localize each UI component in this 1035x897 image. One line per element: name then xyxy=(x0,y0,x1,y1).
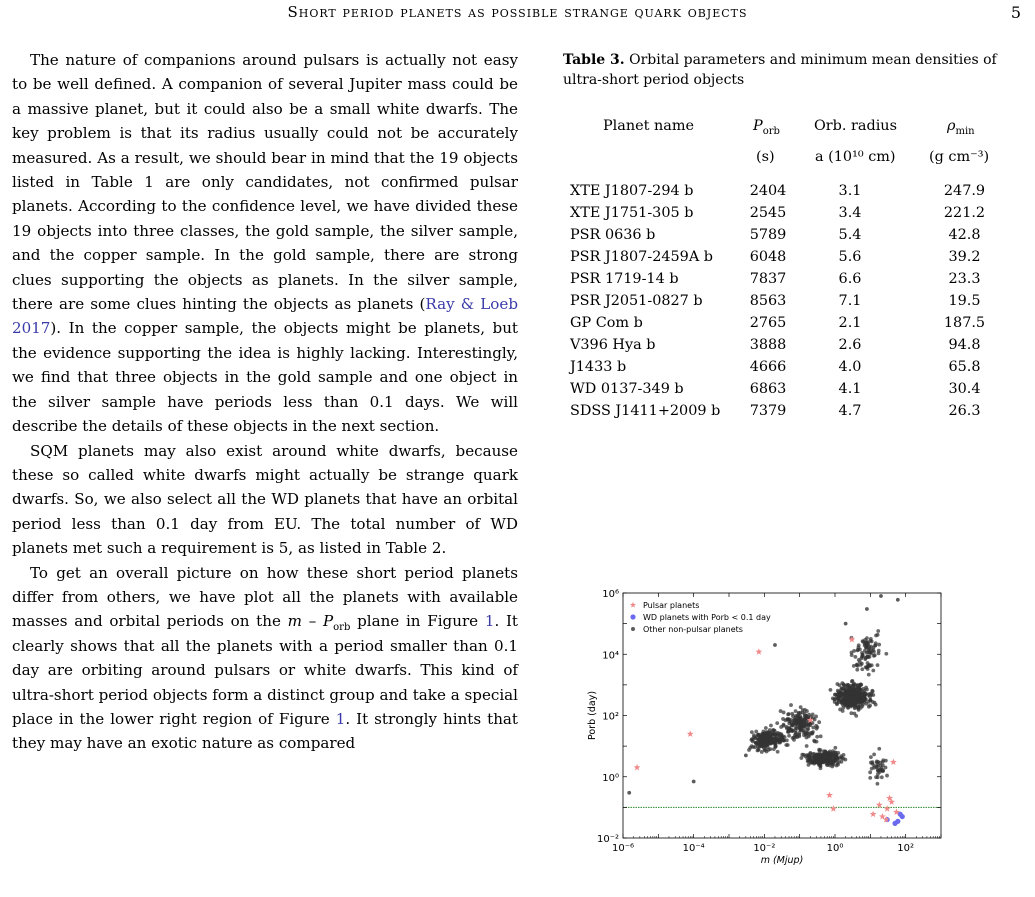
other-planet-point xyxy=(815,735,819,739)
table-row xyxy=(563,180,1023,202)
other-planet-point xyxy=(868,655,872,659)
other-planet-point xyxy=(867,673,871,677)
paragraph-3-text-a: To get an overall picture on how these short period planets differ from others, we have plot all the planets with available masses and orbital periods on the xyxy=(12,563,518,631)
table-row xyxy=(563,268,1023,290)
other-planet-point xyxy=(803,754,807,758)
other-planet-point xyxy=(752,733,756,737)
other-planet-point xyxy=(811,755,815,759)
other-planet-point xyxy=(774,739,778,743)
other-planet-point xyxy=(868,770,872,774)
other-planet-point xyxy=(843,758,847,762)
table-cell: 5.6 xyxy=(838,249,862,265)
table-cell: 23.3 xyxy=(948,271,981,287)
other-planet-point xyxy=(808,752,812,756)
other-planet-point xyxy=(817,720,821,724)
other-planet-point xyxy=(872,753,876,757)
other-planet-point xyxy=(849,711,853,715)
other-planet-point xyxy=(896,598,900,602)
table-cell: PSR 1719-14 b xyxy=(570,271,679,287)
pulsar-planet-star xyxy=(687,730,694,737)
other-planet-point xyxy=(761,730,765,734)
y-tick-label: 10⁰ xyxy=(602,772,619,784)
other-planet-point xyxy=(814,715,818,719)
other-planet-point xyxy=(792,718,796,722)
other-planet-point xyxy=(846,700,850,704)
pulsar-planet-star xyxy=(634,764,641,771)
unit-rho-min: (g cm⁻³) xyxy=(929,149,990,165)
other-planet-point xyxy=(842,683,846,687)
other-planet-point xyxy=(769,740,773,744)
wd-planet-point xyxy=(900,814,905,819)
unit-porb: (s) xyxy=(756,149,775,165)
other-planet-point xyxy=(808,761,812,765)
table-cell: 26.3 xyxy=(948,403,981,419)
y-tick-label: 10⁻² xyxy=(596,834,619,845)
other-planet-point xyxy=(692,780,696,784)
legend-other-marker xyxy=(631,627,635,631)
other-planet-point xyxy=(864,665,868,669)
other-planet-point xyxy=(869,755,873,759)
pulsar-planet-star xyxy=(848,636,855,643)
x-tick-label: 10⁻² xyxy=(753,843,776,854)
table-cell: GP Com b xyxy=(570,315,643,331)
paragraph-3 xyxy=(12,561,518,756)
other-planet-point xyxy=(841,696,845,700)
other-planet-point xyxy=(805,744,809,748)
table-cell: 8563 xyxy=(749,293,787,309)
table-row xyxy=(563,378,1023,400)
table-cell: 19.5 xyxy=(948,293,981,309)
running-title: Short period planets as possible strange quark objects xyxy=(287,3,748,21)
table-cell: 7379 xyxy=(749,403,787,419)
other-planet-point xyxy=(872,764,876,768)
other-planet-point xyxy=(861,698,865,702)
other-planet-point xyxy=(864,646,868,650)
pulsar-planet-star xyxy=(830,805,837,812)
other-planet-point xyxy=(833,700,837,704)
other-planet-point xyxy=(881,758,885,762)
header-porb: $P_{orb}$ xyxy=(753,118,780,137)
other-planet-point xyxy=(829,688,833,692)
other-planet-point xyxy=(812,739,816,743)
wd-planet-point xyxy=(895,819,900,824)
table-cell: 3888 xyxy=(749,337,787,353)
other-planet-point xyxy=(836,692,840,696)
other-planet-point xyxy=(853,655,857,659)
other-planet-point xyxy=(877,643,881,647)
header-orb-radius: Orb. radius xyxy=(814,118,897,134)
other-planet-point xyxy=(763,748,767,752)
other-planet-point xyxy=(837,700,841,704)
table-cell: 2404 xyxy=(749,183,787,199)
y-tick-label: 10⁶ xyxy=(602,589,619,600)
math-orb-sub: orb xyxy=(333,622,351,634)
other-planet-point xyxy=(876,782,880,786)
other-planet-point xyxy=(809,715,813,719)
other-planet-point xyxy=(885,774,889,778)
other-planet-point xyxy=(867,705,871,709)
table-cell: SDSS J1411+2009 b xyxy=(570,403,721,419)
table-cell: 6.6 xyxy=(838,271,862,287)
table-cell: 187.5 xyxy=(943,315,986,331)
table-cell: XTE J1751-305 b xyxy=(570,205,694,221)
other-planet-point xyxy=(870,767,874,771)
table-caption-label: Table 3. xyxy=(563,52,625,68)
table-row xyxy=(563,290,1023,312)
other-planet-point xyxy=(869,648,873,652)
other-planet-point xyxy=(843,704,847,708)
other-planet-point xyxy=(818,748,822,752)
other-planet-point xyxy=(868,776,872,780)
other-planet-point xyxy=(791,729,795,733)
table-caption xyxy=(563,50,1025,90)
body-text-column xyxy=(12,48,518,756)
mass-period-scatter-figure xyxy=(583,583,961,893)
legend-entry: Pulsar planets xyxy=(643,601,700,610)
other-planet-point xyxy=(753,745,757,749)
other-planet-point xyxy=(769,724,773,728)
other-planet-point xyxy=(854,714,858,718)
table-cell: 2.6 xyxy=(838,337,862,353)
other-planet-point xyxy=(843,691,847,695)
table-cell: 4.1 xyxy=(838,381,862,397)
other-planet-point xyxy=(761,743,765,747)
other-planet-point xyxy=(786,730,790,734)
other-planet-point xyxy=(877,769,881,773)
table-cell: 4.0 xyxy=(838,359,862,375)
other-planet-point xyxy=(787,712,791,716)
table-cell: WD 0137-349 b xyxy=(570,381,684,397)
other-planet-point xyxy=(853,696,857,700)
other-planet-point xyxy=(860,667,864,671)
table-cell: 65.8 xyxy=(948,359,981,375)
paragraph-1 xyxy=(12,48,518,439)
other-planet-point xyxy=(778,733,782,737)
table-cell: 6048 xyxy=(749,249,787,265)
other-planet-point xyxy=(800,717,804,721)
table-row xyxy=(563,224,1023,246)
other-planet-point xyxy=(834,751,838,755)
other-planet-point xyxy=(873,701,877,705)
table-cell: 6863 xyxy=(749,381,787,397)
header-planet-name: Planet name xyxy=(603,118,695,134)
other-planet-point xyxy=(849,684,853,688)
table-cell: 3.1 xyxy=(838,183,862,199)
other-planet-point xyxy=(880,775,884,779)
y-tick-label: 10² xyxy=(602,711,619,723)
table-cell: 7837 xyxy=(749,271,787,287)
other-planet-point xyxy=(797,734,801,738)
other-planet-point xyxy=(865,651,869,655)
other-planet-point xyxy=(773,733,777,737)
table-cell: 7.1 xyxy=(838,293,862,309)
other-planet-point xyxy=(850,680,854,684)
other-planet-point xyxy=(877,747,881,751)
other-planet-point xyxy=(794,709,798,713)
other-planet-point xyxy=(807,756,811,760)
figure-ref-1[interactable]: 1 xyxy=(484,612,495,631)
other-planet-point xyxy=(881,769,885,773)
other-planet-point xyxy=(864,686,868,690)
other-planet-point xyxy=(869,692,873,696)
legend-entry: Other non-pulsar planets xyxy=(643,625,743,634)
other-planet-point xyxy=(804,724,808,728)
other-planet-point xyxy=(827,761,831,765)
other-planet-point xyxy=(874,634,878,638)
table-row xyxy=(563,334,1023,356)
other-planet-point xyxy=(855,663,859,667)
other-planet-point xyxy=(782,723,786,727)
other-planet-point xyxy=(869,645,873,649)
table-row xyxy=(563,356,1023,378)
other-planet-point xyxy=(859,683,863,687)
other-planet-point xyxy=(764,726,768,730)
legend-wd-marker xyxy=(630,614,635,619)
y-tick-label: 10⁴ xyxy=(602,650,619,662)
table-cell: 30.4 xyxy=(948,381,981,397)
figure-ref-2[interactable]: 1 xyxy=(335,709,346,728)
pulsar-planet-star xyxy=(870,811,877,818)
other-planet-point xyxy=(821,756,825,760)
other-planet-point xyxy=(806,727,810,731)
table-cell: PSR J2051-0827 b xyxy=(570,293,703,309)
other-planet-point xyxy=(768,747,772,751)
other-planet-point xyxy=(879,594,883,598)
other-planet-point xyxy=(853,706,857,710)
other-planet-point xyxy=(860,651,864,655)
other-planet-point xyxy=(816,753,820,757)
table-cell: 247.9 xyxy=(943,183,986,199)
other-planet-point xyxy=(845,696,849,700)
paragraph-1-text-a: The nature of companions around pulsars is actually not easy to be well defined. A companion of several Jupiter mass could be a massive planet, but it could also be a small white dwarfs. The key problem is that its radius usually could not be accurately measured. As a result, we should bear in mind that the 19 objects listed in Table 1 are only candidates, not confirmed pulsar planets. According to the confidence level, we have divided these 19 objects into three classes, the gold sample, the silver sample, and the copper sample. In the gold sample, there are strong clues supporting the objects as planets. In the silver sample, there are some clues hinting the objects as planets ( xyxy=(12,51,518,314)
other-planet-point xyxy=(876,663,880,667)
other-planet-point xyxy=(789,703,793,707)
table-cell: 2545 xyxy=(749,205,787,221)
other-planet-point xyxy=(754,730,758,734)
other-planet-point xyxy=(876,772,880,776)
other-planet-point xyxy=(805,736,809,740)
other-planet-point xyxy=(857,700,861,704)
other-planet-point xyxy=(852,700,856,704)
unit-orb-radius: a (10¹⁰ cm) xyxy=(815,149,896,165)
x-tick-label: 10⁰ xyxy=(826,843,844,854)
other-planet-point xyxy=(791,714,795,718)
orbital-parameters-table xyxy=(563,180,1023,422)
other-planet-point xyxy=(757,737,761,741)
other-planet-point xyxy=(750,744,754,748)
table-cell: 3.4 xyxy=(838,205,862,221)
pulsar-planet-star xyxy=(630,602,636,608)
other-planet-point xyxy=(757,747,761,751)
pulsar-planet-star xyxy=(826,792,833,799)
other-planet-point xyxy=(873,653,877,657)
other-planet-point xyxy=(871,669,875,673)
other-planet-point xyxy=(803,712,807,716)
other-planet-point xyxy=(750,730,754,734)
other-planet-point xyxy=(856,649,860,653)
x-tick-label: 10⁻⁴ xyxy=(682,843,705,854)
other-planet-point xyxy=(791,724,795,728)
other-planet-point xyxy=(869,637,873,641)
other-planet-point xyxy=(786,717,790,721)
other-planet-point xyxy=(884,652,888,656)
table-row xyxy=(563,202,1023,224)
other-planet-point xyxy=(844,622,848,626)
other-planet-point xyxy=(779,709,783,713)
other-planet-point xyxy=(775,721,779,725)
table-cell: XTE J1807-294 b xyxy=(570,183,694,199)
other-planet-point xyxy=(861,693,865,697)
other-planet-point xyxy=(760,750,764,754)
table-cell: 2.1 xyxy=(838,315,862,331)
other-planet-point xyxy=(855,668,859,672)
other-planet-point xyxy=(794,726,798,730)
table-row xyxy=(563,400,1023,422)
legend-entry: WD planets with Porb < 0.1 day xyxy=(643,613,771,622)
other-planet-point xyxy=(878,761,882,765)
paragraph-3-text-b: plane in Figure xyxy=(350,612,485,631)
other-planet-point xyxy=(853,684,857,688)
other-planet-point xyxy=(851,692,855,696)
other-planet-point xyxy=(792,735,796,739)
other-planet-point xyxy=(744,753,748,757)
other-planet-point xyxy=(818,760,822,764)
other-planet-point xyxy=(787,734,791,738)
other-planet-point xyxy=(808,733,812,737)
math-dash: – xyxy=(301,612,323,631)
other-planet-point xyxy=(800,725,804,729)
other-planet-point xyxy=(868,664,872,668)
table-cell: 5789 xyxy=(749,227,787,243)
other-planet-point xyxy=(843,687,847,691)
other-planet-point xyxy=(877,649,881,653)
other-planet-point xyxy=(772,747,776,751)
other-planet-point xyxy=(869,698,873,702)
other-planet-point xyxy=(819,734,823,738)
math-m: m xyxy=(287,612,302,631)
pulsar-planet-star xyxy=(890,759,897,766)
table-cell: 42.8 xyxy=(948,227,981,243)
other-planet-point xyxy=(785,726,789,730)
table-cell: V396 Hya b xyxy=(570,337,656,353)
other-planet-point xyxy=(838,708,842,712)
other-planet-point xyxy=(830,761,834,765)
other-planet-point xyxy=(815,725,819,729)
x-tick-label: 10² xyxy=(897,843,915,854)
math-p: P xyxy=(323,612,334,631)
x-axis-label: m (Mjup) xyxy=(760,855,804,866)
other-planet-point xyxy=(781,738,785,742)
other-planet-point xyxy=(835,682,839,686)
other-planet-point xyxy=(876,629,880,633)
other-planet-point xyxy=(842,700,846,704)
paragraph-2: SQM planets may also exist around white dwarfs, because these so called white dwarfs might actually be strange quark dwarfs. So, we also select all the WD planets that have an orbital period less than 0.1 day from EU. The total number of WD planets met such a requirement is 5, as listed in Table 2. xyxy=(12,441,518,558)
other-planet-point xyxy=(819,764,823,768)
other-planet-point xyxy=(842,753,846,757)
paragraph-1-text-b: ). In the copper sample, the objects might be planets, but the evidence supporting the idea is highly lacking. Interestingly, we find that three objects in the gold sample and one object in the silver sample have periods less than 0.1 days. We will describe the details of these objects in the next section. xyxy=(12,319,518,436)
page-number: 5 xyxy=(1010,3,1021,22)
other-planet-point xyxy=(852,649,856,653)
table-cell: 2765 xyxy=(749,315,787,331)
other-planet-point xyxy=(766,731,770,735)
other-planet-point xyxy=(768,735,772,739)
paragraph-3-text-d: . It strongly hints that they may have an exotic nature as compared xyxy=(12,709,518,753)
table-caption-text: Orbital parameters and minimum mean densities of ultra-short period objects xyxy=(563,52,997,88)
table-row xyxy=(563,312,1023,334)
other-planet-point xyxy=(833,746,837,750)
other-planet-point xyxy=(747,748,751,752)
other-planet-point xyxy=(863,638,867,642)
other-planet-point xyxy=(865,607,869,611)
pulsar-planet-star xyxy=(876,801,883,808)
other-planet-point xyxy=(627,791,631,795)
table-cell: 221.2 xyxy=(943,205,986,221)
table-cell: 4666 xyxy=(749,359,787,375)
other-planet-point xyxy=(751,738,755,742)
other-planet-point xyxy=(823,751,827,755)
other-planet-point xyxy=(773,729,777,733)
other-planet-point xyxy=(773,643,777,647)
other-planet-point xyxy=(833,759,837,763)
other-planet-point xyxy=(776,750,780,754)
table-row xyxy=(563,246,1023,268)
citation-link[interactable]: Ray & Loeb 2017 xyxy=(12,295,518,338)
table-cell: 39.2 xyxy=(948,249,981,265)
other-planet-point xyxy=(799,705,803,709)
other-planet-point xyxy=(857,705,861,709)
x-tick-label: 10⁻⁶ xyxy=(611,843,635,854)
table-cell: 4.7 xyxy=(838,403,862,419)
table-cell: PSR 0636 b xyxy=(570,227,656,243)
other-planet-point xyxy=(860,704,864,708)
other-planet-point xyxy=(874,641,878,645)
other-planet-point xyxy=(802,729,806,733)
pulsar-planet-star xyxy=(755,648,762,655)
other-planet-point xyxy=(859,663,863,667)
pulsar-planet-star xyxy=(884,805,891,812)
y-axis-label: Porb (day) xyxy=(587,690,598,741)
other-planet-point xyxy=(799,756,803,760)
other-planet-point xyxy=(761,738,765,742)
table-cell: 5.4 xyxy=(838,227,862,243)
table-cell: 94.8 xyxy=(948,337,981,353)
header-rho-min: $\rho_{min}$ xyxy=(947,118,975,137)
table-cell: PSR J1807-2459A b xyxy=(570,249,714,265)
other-planet-point xyxy=(859,657,863,661)
paragraph-3-text-c: . It clearly shows that all the planets with a period smaller than 0.1 day are orbiting around pulsars or white dwarfs. This kind of ultra-short period objects form a distinct group and take a special place in the lower right region of Figure xyxy=(12,612,518,728)
other-planet-point xyxy=(786,743,790,747)
running-header xyxy=(0,3,1035,27)
table-cell: J1433 b xyxy=(570,359,627,375)
